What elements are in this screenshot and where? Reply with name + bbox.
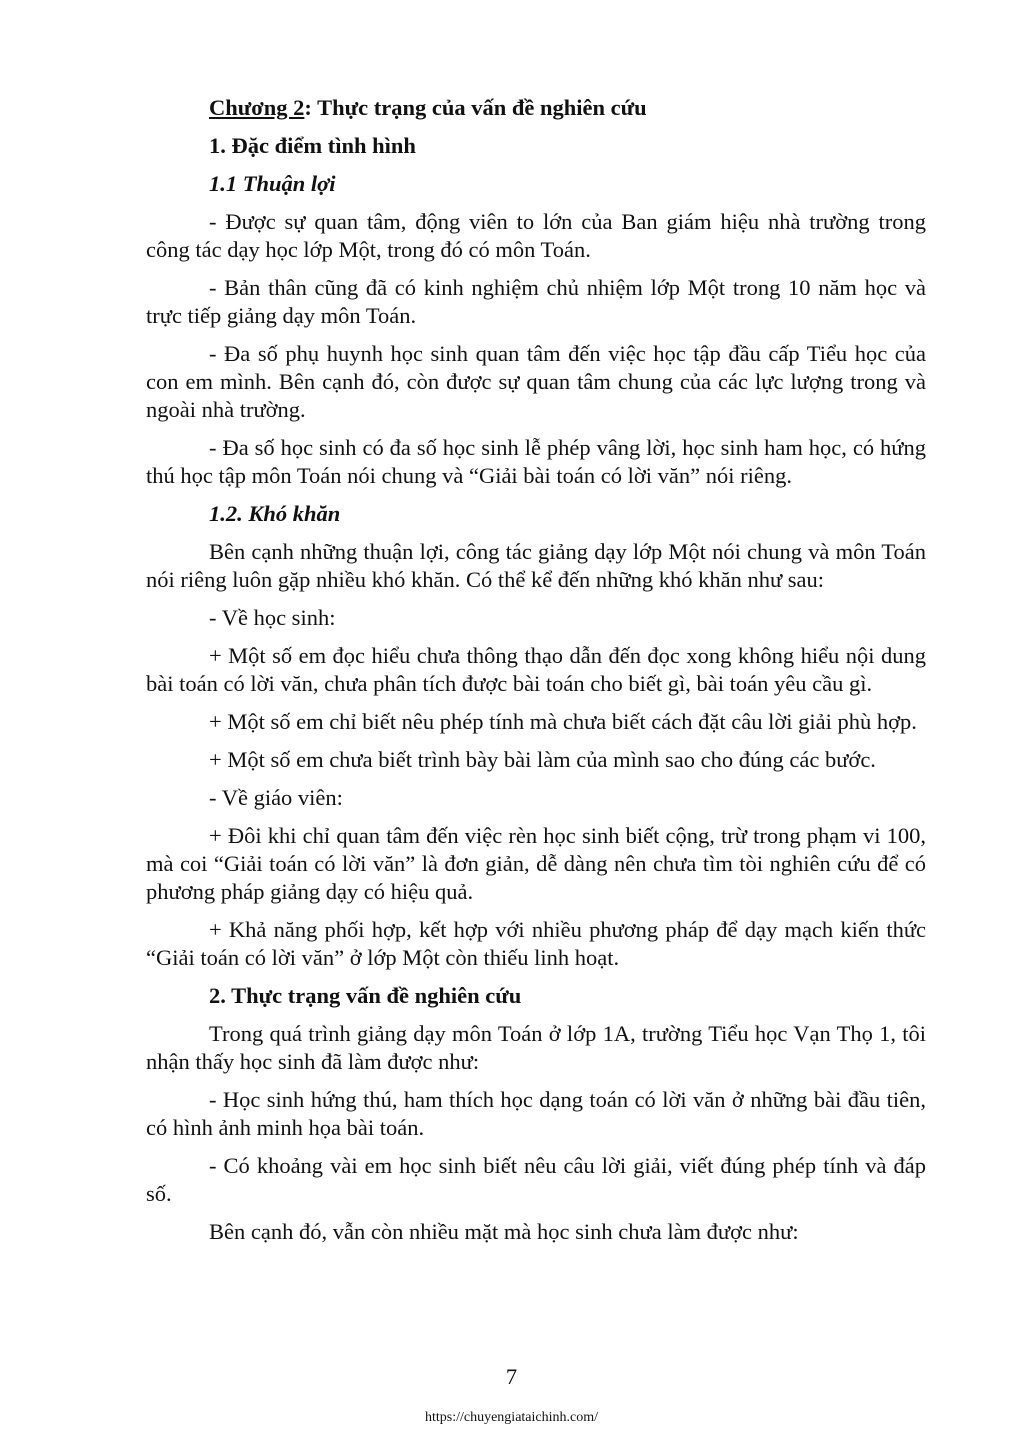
subsection-heading: 1.2. Khó khăn	[209, 501, 341, 526]
footer-url: https://chuyengiataichinh.com/	[424, 1410, 599, 1425]
content-blocks	[146, 132, 926, 1246]
paragraph: + Một số em chỉ biết nêu phép tính mà chưa biết cách đặt câu lời giải phù hợp.	[209, 709, 917, 734]
paragraph: + Đôi khi chỉ quan tâm đến việc rèn học sinh biết cộng, trừ trong phạm vi 100, mà coi “Giải toán có lời văn” là đơn giản, dễ dàng nên chưa tìm tòi nghiên cứu để có phương pháp giảng dạy có hiệu quả.	[146, 823, 926, 904]
paragraph: - Về học sinh:	[209, 605, 336, 630]
paragraph: - Có khoảng vài em học sinh biết nêu câu lời giải, viết đúng phép tính và đáp số.	[146, 1153, 926, 1206]
chapter-prefix: Chương 2	[209, 95, 305, 120]
paragraph: + Một số em đọc hiểu chưa thông thạo dẫn đến đọc xong không hiểu nội dung bài toán có lời văn, chưa phân tích được bài toán cho biết gì, bài toán yêu cầu gì.	[146, 643, 926, 696]
paragraph: - Về giáo viên:	[209, 785, 343, 810]
chapter-title	[146, 94, 926, 122]
section-heading: 1. Đặc điểm tình hình	[209, 133, 416, 158]
paragraph: + Một số em chưa biết trình bày bài làm của mình sao cho đúng các bước.	[209, 747, 876, 772]
paragraph: Bên cạnh những thuận lợi, công tác giảng dạy lớp Một nói chung và môn Toán nói riêng luôn gặp nhiều khó khăn. Có thể kể đến những khó khăn như sau:	[146, 539, 926, 592]
document-body	[146, 94, 926, 1256]
paragraph: - Đa số học sinh có đa số học sinh lễ phép vâng lời, học sinh ham học, có hứng thú học tập môn Toán nói chung và “Giải bài toán có lời văn” nói riêng.	[146, 435, 926, 488]
paragraph: Trong quá trình giảng dạy môn Toán ở lớp 1A, trường Tiểu học Vạn Thọ 1, tôi nhận thấy học sinh đã làm được như:	[146, 1021, 926, 1074]
paragraph: - Được sự quan tâm, động viên to lớn của Ban giám hiệu nhà trường trong công tác dạy học lớp Một, trong đó có môn Toán.	[146, 209, 926, 262]
chapter-title-text: : Thực trạng của vấn đề nghiên cứu	[304, 95, 647, 120]
paragraph: - Học sinh hứng thú, ham thích học dạng toán có lời văn ở những bài đầu tiên, có hình ảnh minh họa bài toán.	[146, 1087, 926, 1140]
paragraph: + Khả năng phối hợp, kết hợp với nhiều phương pháp để dạy mạch kiến thức “Giải toán có lời văn” ở lớp Một còn thiếu linh hoạt.	[146, 917, 926, 970]
page-number: 7	[505, 1364, 518, 1389]
subsection-heading: 1.1 Thuận lợi	[209, 171, 336, 196]
paragraph: - Đa số phụ huynh học sinh quan tâm đến việc học tập đầu cấp Tiểu học của con em mình. Bên cạnh đó, còn được sự quan tâm chung của các lực lượng trong và ngoài nhà trường.	[146, 341, 926, 422]
paragraph: - Bản thân cũng đã có kinh nghiệm chủ nhiệm lớp Một trong 10 năm học và trực tiếp giảng dạy môn Toán.	[146, 275, 926, 328]
section-heading: 2. Thực trạng vấn đề nghiên cứu	[209, 983, 522, 1008]
paragraph: Bên cạnh đó, vẫn còn nhiều mặt mà học sinh chưa làm được như:	[209, 1219, 799, 1244]
